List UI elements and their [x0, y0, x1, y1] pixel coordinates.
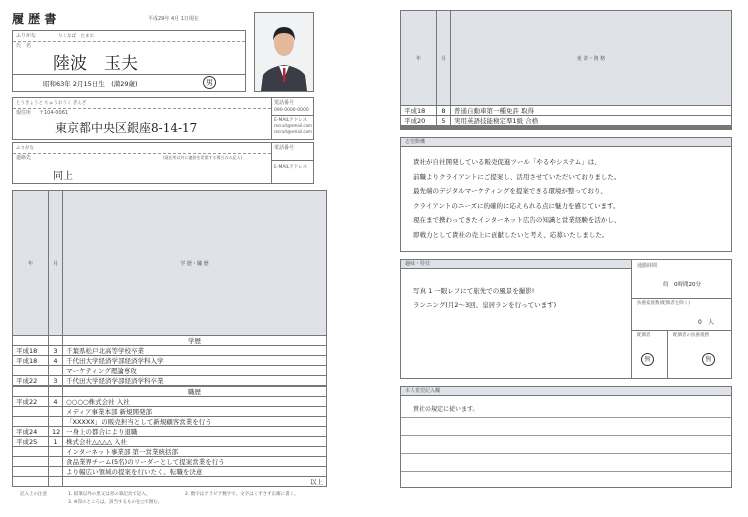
- license-row: [401, 116, 732, 126]
- motivation-line: 最先端のデジタルマーケティングを提案できる環境が整っており、: [413, 187, 607, 195]
- history-row: [13, 447, 327, 457]
- history-month-header: 月: [49, 191, 63, 336]
- id-photo: [254, 12, 314, 92]
- history-detail-cell: 一身上の都合により退職: [63, 427, 327, 437]
- license-detail-cell: [451, 129, 732, 130]
- license-month-cell: 8: [437, 106, 451, 116]
- history-year-cell: [13, 417, 49, 427]
- history-row: [13, 387, 327, 397]
- history-detail-cell: 学歴: [63, 336, 327, 346]
- history-detail-cell: 職歴: [63, 387, 327, 397]
- license-detail-cell: 実用英語技能検定準1級 合格: [451, 116, 732, 126]
- history-row: [13, 356, 327, 366]
- gender-mark: 男: [203, 76, 216, 89]
- license-header-row: [401, 11, 732, 106]
- resume-date: 平成29年 4月 1日現在: [148, 16, 199, 22]
- commute-label: 通勤時間: [637, 263, 658, 269]
- contact-note: (現住所以外に連絡を希望する場合のみ記入): [163, 155, 243, 160]
- history-year-header: 年: [13, 191, 49, 336]
- history-year-cell: [13, 467, 49, 477]
- footnote-label: 記入上の注意: [20, 492, 47, 497]
- history-year-cell: 平成24: [13, 427, 49, 437]
- license-detail-cell: 普通自動車第一種免許 取得: [451, 106, 732, 116]
- address-block: [12, 97, 314, 140]
- postal-code: 〒104-0061: [39, 110, 69, 116]
- hobby-text: [413, 284, 556, 312]
- request-label: 本人希望記入欄: [405, 388, 441, 394]
- history-row: [13, 376, 327, 386]
- motivation-label: 志望動機: [405, 139, 426, 145]
- spouse-support-value: 無: [702, 353, 715, 366]
- history-detail-cell: 千代田大学経済学部経済学科卒業: [63, 376, 327, 386]
- history-year-cell: 平成18: [13, 346, 49, 356]
- history-year-cell: 平成22: [13, 376, 49, 386]
- contact-label: 連絡先: [16, 155, 32, 161]
- history-row: [13, 407, 327, 417]
- history-detail-cell: マーケティング理論専攻: [63, 366, 327, 376]
- history-detail-cell: ○○○○株式会社 入社: [63, 397, 327, 407]
- history-year-cell: [13, 407, 49, 417]
- request-text: 貴社の規定に従います。: [413, 406, 479, 413]
- footnote-1: 1. 鉛筆以外の黒又は青の筆記具で記入。: [68, 492, 151, 497]
- history-month-cell: [49, 457, 63, 467]
- history-detail-header: 学 歴・職 歴: [63, 191, 327, 336]
- history-month-cell: [49, 336, 63, 346]
- history-month-cell: 12: [49, 427, 63, 437]
- history-detail-cell: 以上: [63, 477, 327, 487]
- history-month-cell: [49, 467, 63, 477]
- birth-date: 昭和63年 2月15日生 (満29歳): [43, 80, 138, 88]
- history-detail-cell: 「XXXXX」の販売担当として新規顧客営業を行う: [63, 417, 327, 427]
- history-row: [13, 346, 327, 356]
- license-month-header: 月: [437, 11, 451, 106]
- history-month-cell: 3: [49, 376, 63, 386]
- license-year-cell: 平成20: [401, 116, 437, 126]
- full-name: 陸波 玉夫: [53, 54, 138, 74]
- motivation-box: [400, 137, 732, 252]
- history-month-cell: [49, 417, 63, 427]
- motivation-line: 貴社が自社開発している販売促進ツール「やるやシステム」は、: [413, 158, 601, 166]
- name-kana: りくなば たまお: [58, 34, 94, 39]
- license-year-header: 年: [401, 11, 437, 106]
- history-detail-cell: 株式会社△△△△ 入社: [63, 437, 327, 447]
- history-row: [13, 417, 327, 427]
- motivation-line: クライアントのニーズに的確的に応えられる点に魅力を感じています。: [413, 201, 620, 210]
- spouse-support-label: 配偶者の扶養義務: [673, 333, 709, 338]
- history-month-cell: 4: [49, 356, 63, 366]
- license-year-cell: 平成18: [401, 106, 437, 116]
- request-box: [400, 386, 732, 488]
- license-row: [401, 129, 732, 130]
- contact-furigana: ふりがな: [16, 146, 34, 151]
- license-detail-header: 免 許・資 格: [451, 11, 732, 106]
- history-table: [12, 190, 327, 487]
- history-detail-cell: 千葉県松戸北高等学校卒業: [63, 346, 327, 356]
- footnote-3: 3. ※印のところは、該当するものを○で囲む。: [68, 500, 163, 505]
- history-month-cell: 4: [49, 397, 63, 407]
- history-row: [13, 336, 327, 346]
- footnote-2: 2. 数字はアラビア数字で、文字はくずさず正確に書く。: [185, 492, 299, 497]
- license-row: [401, 106, 732, 116]
- license-month-cell: [437, 129, 451, 130]
- history-month-cell: 3: [49, 346, 63, 356]
- name-block: [12, 30, 246, 92]
- history-year-cell: [13, 447, 49, 457]
- dependents-value: 0 人: [698, 319, 714, 326]
- hobby-section: [400, 259, 732, 379]
- history-row: [13, 477, 327, 487]
- name-label: 氏 名: [16, 43, 32, 49]
- history-row: [13, 366, 327, 376]
- hobby-label: 趣味・特技: [405, 261, 431, 267]
- history-detail-cell: メディア事業本部 新規開発部: [63, 407, 327, 417]
- history-row: [13, 467, 327, 477]
- history-month-cell: [49, 407, 63, 417]
- history-row: [13, 397, 327, 407]
- history-year-cell: 平成25: [13, 437, 49, 447]
- history-detail-cell: より幅広い領域の提案を行いたく、転職を決意: [63, 467, 327, 477]
- license-year-cell: [401, 129, 437, 130]
- contact-block: [12, 142, 314, 184]
- license-month-cell: 5: [437, 116, 451, 126]
- history-row: [13, 457, 327, 467]
- history-year-cell: [13, 457, 49, 467]
- history-month-cell: [49, 447, 63, 457]
- phone-label: 電話番号: [274, 100, 295, 106]
- history-year-cell: 平成22: [13, 397, 49, 407]
- contact-phone-label: 電話番号: [274, 145, 295, 151]
- contact-value: 同上: [53, 171, 73, 182]
- motivation-line: 即戦力として貴社の売上に貢献したいと考え、応募いたしました。: [413, 230, 609, 239]
- person-photo-icon: [255, 13, 313, 91]
- email-value: recruit@email.com: [274, 123, 312, 128]
- resume-title: 履 歴 書: [12, 12, 57, 26]
- commute-value: 約 0時間20分: [663, 282, 701, 288]
- history-row: [13, 437, 327, 447]
- motivation-line: 現在まで携わってきたインターネット広告の知識と営業経験を活かし、: [413, 216, 621, 224]
- contact-email-label: E-MAILアドレス: [274, 165, 308, 170]
- history-year-cell: 平成18: [13, 356, 49, 366]
- history-year-cell: [13, 366, 49, 376]
- history-month-cell: 1: [49, 437, 63, 447]
- hobby-line: 写真 1 一眼レフにて旅先での風景を撮影!: [413, 287, 535, 295]
- spouse-value: 無: [641, 353, 654, 366]
- history-year-cell: [13, 477, 49, 487]
- address-furigana: とうきょうと ちゅうおうく ぎんざ: [16, 101, 87, 106]
- dependents-label: 扶養家族数(配偶者を除く): [637, 301, 691, 306]
- history-month-cell: [49, 366, 63, 376]
- history-row: [13, 427, 327, 437]
- history-detail-cell: インターネット事業部 第一営業統括部: [63, 447, 327, 457]
- email-value-2: recruit@email.com: [274, 129, 312, 134]
- phone-value: 090-0000-0000: [274, 108, 309, 113]
- history-month-cell: [49, 477, 63, 487]
- spouse-label: 配偶者: [637, 333, 651, 338]
- email-label: E-MAILアドレス: [274, 118, 308, 123]
- history-year-cell: [13, 387, 49, 397]
- address-line: 東京都中央区銀座8-14-17: [55, 121, 198, 135]
- history-detail-cell: 千代田大学経済学部経済学科入学: [63, 356, 327, 366]
- motivation-text: [413, 155, 620, 242]
- motivation-line: 前職よりクライアントにご提案し、活用させていただいておりました。: [413, 172, 621, 181]
- history-header-row: [13, 191, 327, 336]
- history-month-cell: [49, 387, 63, 397]
- license-table: [400, 10, 732, 130]
- hobby-line: ランニング(月2〜3回、皇居ランを行っています): [413, 301, 557, 309]
- history-detail-cell: 食品業界チーム(5名)のリーダーとして提案営業を行う: [63, 457, 327, 467]
- furigana-label: ふりがな: [16, 33, 37, 39]
- address-label: 現住所: [16, 110, 32, 116]
- history-year-cell: [13, 336, 49, 346]
